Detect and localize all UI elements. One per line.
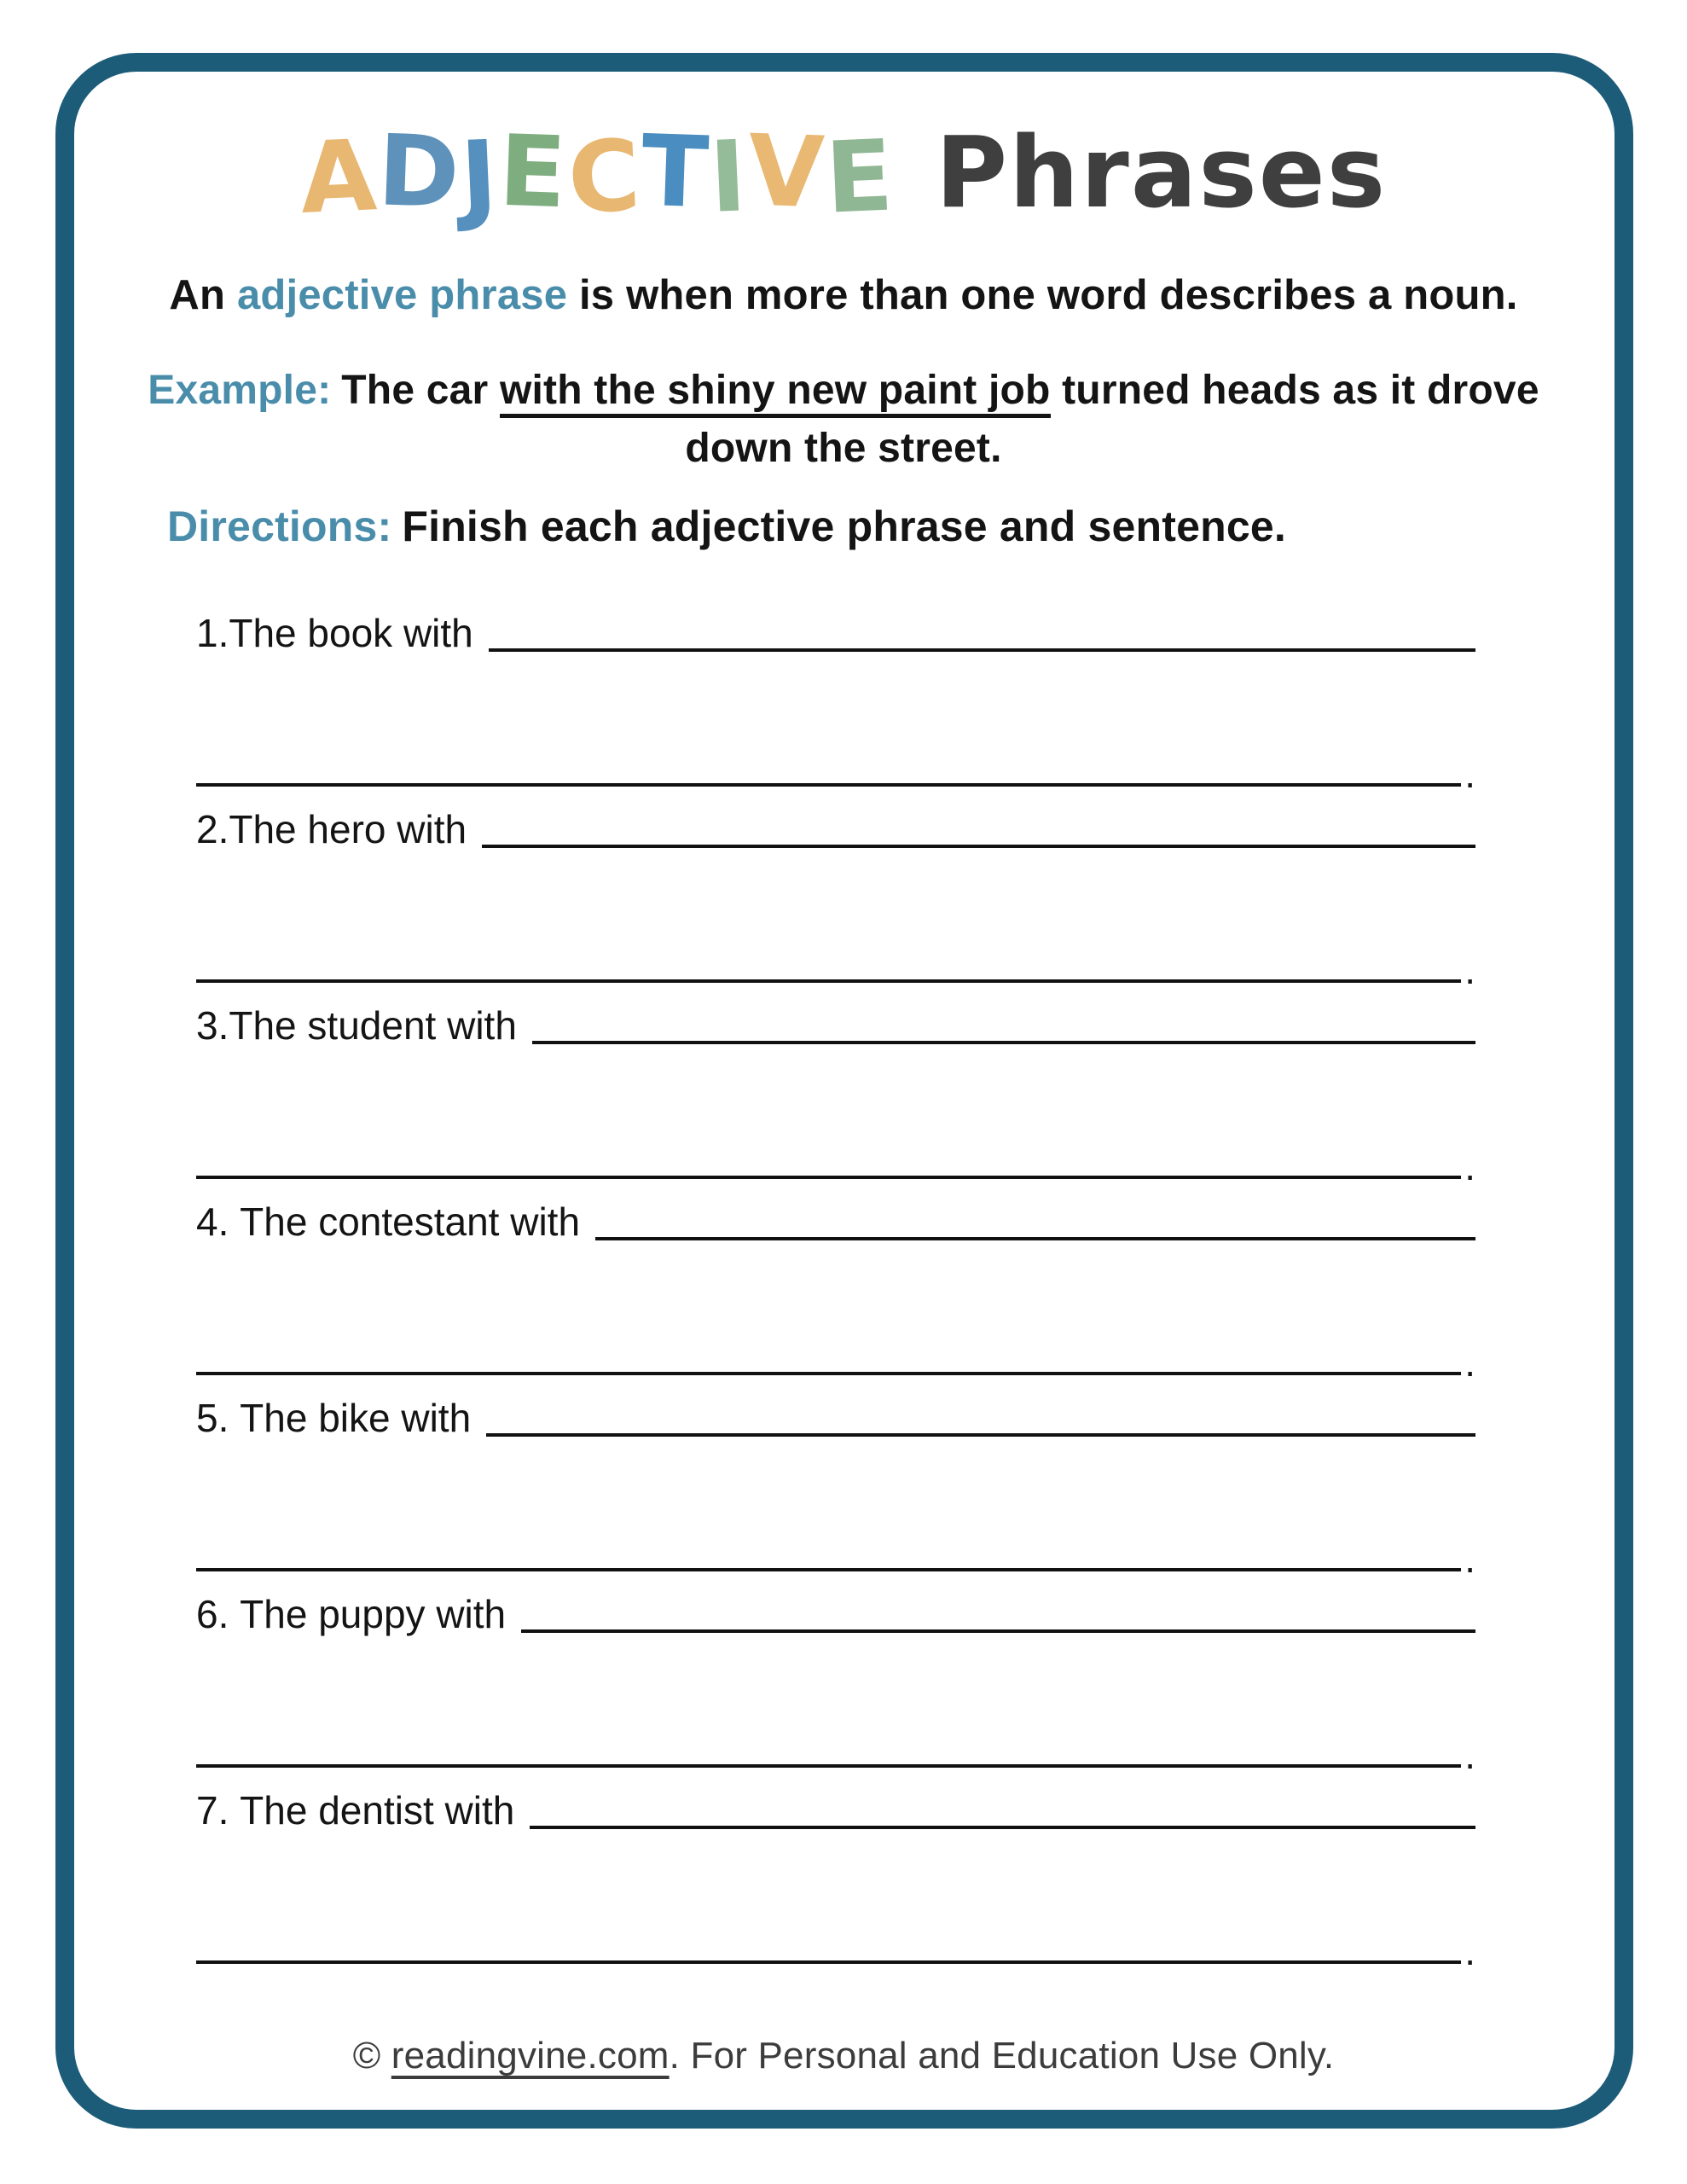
line-end-period: . xyxy=(1464,1733,1475,1777)
directions-label: Directions: xyxy=(167,502,392,550)
answer-line[interactable] xyxy=(486,1433,1475,1437)
answer-line[interactable] xyxy=(196,783,1461,787)
readingvine-link[interactable]: readingvine.com xyxy=(391,2035,670,2077)
line-end-period: . xyxy=(1464,752,1475,796)
answer-line[interactable] xyxy=(532,1041,1475,1044)
answer-line[interactable] xyxy=(196,1372,1461,1375)
item-number: 3. xyxy=(196,1003,229,1048)
worksheet-items xyxy=(196,607,1475,1981)
intro-highlight: adjective phrase xyxy=(236,272,568,318)
answer-line[interactable] xyxy=(595,1237,1475,1240)
item-phrase: The puppy with xyxy=(240,1592,507,1636)
answer-line[interactable] xyxy=(521,1629,1475,1633)
item-sentence-start-row xyxy=(196,804,1475,855)
item-number: 6. xyxy=(196,1592,241,1636)
item-continuation-row xyxy=(196,1536,1475,1581)
item-phrase: The student with xyxy=(229,1003,517,1048)
footer-rest: . For Personal and Education Use Only. xyxy=(669,2035,1335,2077)
item-phrase: The bike with xyxy=(240,1396,472,1440)
item-number: 1. xyxy=(196,611,229,655)
line-end-period: . xyxy=(1464,1340,1475,1385)
answer-line[interactable] xyxy=(196,1568,1461,1571)
item-number: 2. xyxy=(196,807,229,851)
worksheet-item xyxy=(196,804,1475,990)
title-letter: V xyxy=(746,113,828,231)
worksheet-item xyxy=(196,1589,1475,1777)
line-end-period: . xyxy=(1464,1144,1475,1188)
example-underlined-phrase: with the shiny new paint job xyxy=(500,368,1051,418)
item-sentence-start-row xyxy=(196,1000,1475,1051)
title-letter: C xyxy=(565,119,645,236)
copyright-symbol: © xyxy=(352,2035,391,2077)
answer-line[interactable] xyxy=(196,1764,1461,1768)
item-number: 4. xyxy=(196,1199,241,1244)
item-continuation-row xyxy=(196,1928,1475,1971)
item-phrase: The contestant with xyxy=(240,1199,581,1244)
title-letter: E xyxy=(823,119,897,236)
answer-line[interactable] xyxy=(530,1826,1475,1829)
footer xyxy=(0,2035,1687,2077)
worksheet-item xyxy=(196,1196,1475,1385)
worksheet-item xyxy=(196,1785,1475,1971)
item-phrase: The dentist with xyxy=(240,1788,515,1833)
answer-line[interactable] xyxy=(196,1176,1461,1179)
title-letter: I xyxy=(707,119,751,235)
item-phrase: The hero with xyxy=(229,807,467,851)
item-sentence-start-row xyxy=(196,607,1475,659)
title-letter: E xyxy=(496,113,571,231)
example-label: Example: xyxy=(148,368,332,413)
page-title xyxy=(0,113,1687,236)
item-sentence-start-row xyxy=(196,1196,1475,1247)
title-letter: D xyxy=(375,113,463,231)
worksheet-item xyxy=(196,1392,1475,1581)
title-word-phrases: Phrases xyxy=(935,116,1388,230)
worksheet-item xyxy=(196,607,1475,796)
item-continuation-row xyxy=(196,1143,1475,1186)
answer-line[interactable] xyxy=(482,845,1475,848)
title-letter: A xyxy=(297,119,380,236)
directions-text xyxy=(167,502,1520,551)
item-continuation-row xyxy=(196,1339,1475,1385)
intro-prefix: An xyxy=(169,272,237,318)
item-phrase: The book with xyxy=(229,611,473,655)
title-letter: T xyxy=(639,113,712,231)
line-end-period: . xyxy=(1464,948,1475,992)
item-continuation-row xyxy=(196,751,1475,796)
answer-line[interactable] xyxy=(196,1960,1461,1964)
intro-text xyxy=(0,271,1687,319)
intro-suffix: is when more than one word describes a noun. xyxy=(567,272,1518,318)
line-end-period: . xyxy=(1464,1536,1475,1581)
answer-line[interactable] xyxy=(489,648,1475,652)
title-word-adjective xyxy=(297,113,897,236)
directions-body: Finish each adjective phrase and sentence. xyxy=(402,502,1286,550)
example-after: turned heads as it drove down the street. xyxy=(685,368,1539,472)
line-end-period: . xyxy=(1464,1929,1475,1973)
item-continuation-row xyxy=(196,1732,1475,1777)
example-before: The car xyxy=(341,368,500,413)
item-sentence-start-row xyxy=(196,1785,1475,1836)
title-letter: J xyxy=(458,119,502,235)
answer-line[interactable] xyxy=(196,979,1461,983)
example-text xyxy=(136,362,1551,478)
worksheet-item xyxy=(196,1000,1475,1186)
item-sentence-start-row xyxy=(196,1392,1475,1443)
item-sentence-start-row xyxy=(196,1589,1475,1640)
item-number: 5. xyxy=(196,1396,241,1440)
item-continuation-row xyxy=(196,947,1475,990)
item-number: 7. xyxy=(196,1788,241,1833)
